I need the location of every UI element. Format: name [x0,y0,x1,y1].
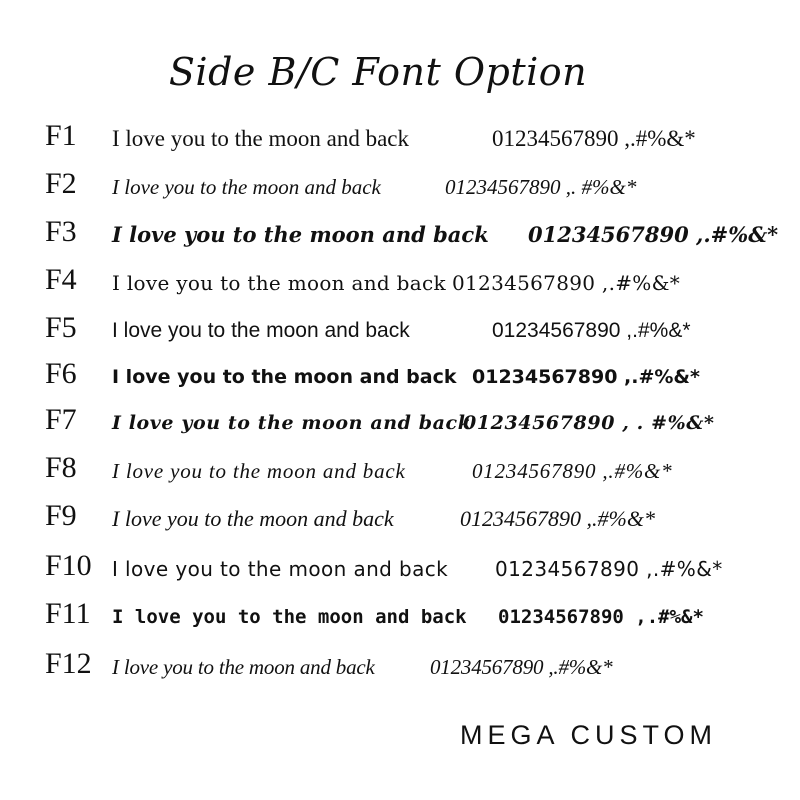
font-sample-digits: 01234567890 ,.#%&* [528,222,779,247]
font-sample-phrase: I love you to the moon and back [112,222,489,247]
font-sample-phrase: I love you to the moon and back [112,557,449,581]
font-sample-digits: 01234567890 ,.#%&* [452,271,681,295]
font-sample-digits: 01234567890 ,. #%&* [445,175,637,199]
font-sample-phrase: I love you to the moon and back [112,606,467,628]
font-sample-phrase: I love you to the moon and back [112,319,410,342]
font-sample-digits: 01234567890 , . #%&* [463,412,715,434]
font-code: F3 [45,215,77,248]
font-code: F6 [45,357,77,390]
font-sample-phrase: I love you to the moon and back [112,366,457,388]
font-code: F4 [45,263,77,296]
font-sample-digits: 01234567890 ,.#%&* [492,319,691,342]
font-code: F11 [45,597,91,630]
font-sample-phrase: I love you to the moon and back [112,412,472,434]
font-row-f2 [0,166,800,210]
font-row-f3 [0,214,800,258]
font-row-f7 [0,402,800,446]
font-row-f9 [0,498,800,542]
font-code: F5 [45,311,77,344]
font-row-f11 [0,596,800,640]
font-row-f5 [0,310,800,354]
font-row-f4 [0,262,800,306]
font-sample-phrase: I love you to the moon and back [112,126,410,151]
font-code: F2 [45,167,77,200]
font-sample-phrase: I love you to the moon and back [112,175,381,199]
page-title: Side B/C Font Option [168,50,588,94]
font-sample-digits: 01234567890 ,.#%&* [430,655,613,679]
font-code: F10 [45,549,92,582]
font-sample-digits: 01234567890 ,.#%&* [460,506,655,531]
font-sample-digits: 01234567890 ,.#%&* [472,459,673,483]
font-row-f6 [0,356,800,400]
font-row-f12 [0,646,800,690]
font-sample-digits: 01234567890 ,.#%&* [472,366,700,388]
font-code: F7 [45,403,77,436]
font-row-f10 [0,548,800,592]
font-code: F12 [45,647,92,680]
font-code: F9 [45,499,77,532]
font-sample-phrase: I love you to the moon and back [112,655,375,679]
font-row-f1 [0,118,800,162]
font-sample-phrase: I love you to the moon and back [112,506,394,531]
font-sample-digits: 01234567890 ,.#%&* [495,557,723,581]
font-sample-digits: 01234567890 ,.#%&* [498,606,704,628]
font-row-f8 [0,450,800,494]
font-sample-phrase: I love you to the moon and back [112,459,406,483]
brand-logo-text: MEGA CUSTOM [460,720,718,750]
font-sample-digits: 01234567890 ,.#%&* [492,126,696,151]
font-code: F8 [45,451,77,484]
font-code: F1 [45,119,77,152]
font-sample-phrase: I love you to the moon and back [112,271,446,295]
